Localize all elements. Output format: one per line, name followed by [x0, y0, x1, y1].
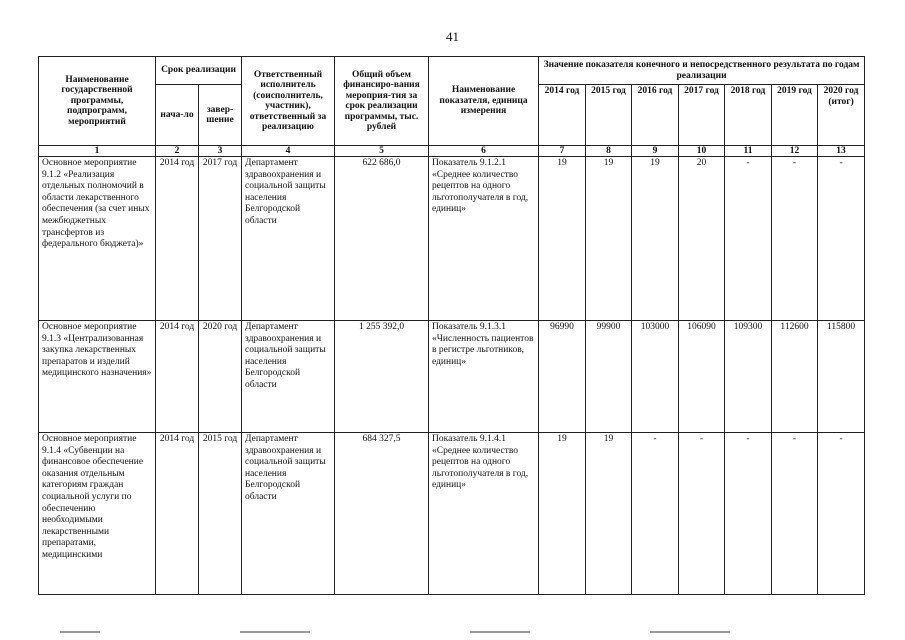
executor: Департамент здравоохранения и социальной защиты населения Белгородской области [242, 433, 335, 595]
column-number: 13 [818, 146, 865, 157]
executor: Департамент здравоохранения и социальной защиты населения Белгородской области [242, 157, 335, 321]
column-number: 2 [156, 146, 199, 157]
indicator-name: Показатель 9.1.2.1 «Среднее количество рецептов на одного льготополучателя в год, единиц» [429, 157, 539, 321]
indicator-name: Показатель 9.1.4.1 «Среднее количество рецептов на одного льготополучателя в год, единиц» [429, 433, 539, 595]
event-name: Основное мероприятие 9.1.2 «Реализация отдельных полномочий в области лекарственного обеспечения (за счет иных межбюджетных трансфертов из федерального бюджета)» [39, 157, 156, 321]
value-2017: 106090 [679, 321, 725, 433]
column-number: 6 [429, 146, 539, 157]
header-year-2016: 2016 год [632, 85, 679, 146]
header-year-2019: 2019 год [772, 85, 818, 146]
value-2019: - [772, 157, 818, 321]
column-number: 4 [242, 146, 335, 157]
event-name [39, 433, 156, 595]
scan-artifact-line [240, 631, 310, 633]
column-number: 12 [772, 146, 818, 157]
page-number: 41 [446, 29, 459, 44]
value-2014: 19 [539, 433, 586, 595]
term-start: 2014 год [156, 157, 199, 321]
header-year-2015: 2015 год [586, 85, 632, 146]
table-row [39, 321, 865, 433]
header-year-2018: 2018 год [725, 85, 772, 146]
table-row [39, 157, 865, 321]
column-number: 11 [725, 146, 772, 157]
value-2018: - [725, 433, 772, 595]
value-2014: 19 [539, 157, 586, 321]
funding-amount: 622 686,0 [335, 157, 429, 321]
header-indicator: Наименование показателя, единица измерения [429, 57, 539, 146]
header-term-end: завер-шение [199, 85, 242, 146]
header-funding: Общий объем финансиро-вания мероприя-тия за срок реализации программы, тыс. рублей [335, 57, 429, 146]
header-term: Срок реализации [156, 57, 242, 85]
column-number: 3 [199, 146, 242, 157]
header-executor: Ответственный исполнитель (соисполнитель, участник), ответственный за реализацию [242, 57, 335, 146]
value-2015: 19 [586, 157, 632, 321]
value-2020: 115800 [818, 321, 865, 433]
funding-amount: 684 327,5 [335, 433, 429, 595]
column-number: 9 [632, 146, 679, 157]
value-2016: 19 [632, 157, 679, 321]
value-2015: 19 [586, 433, 632, 595]
funding-amount: 1 255 392,0 [335, 321, 429, 433]
term-end: 2020 год [199, 321, 242, 433]
column-number: 7 [539, 146, 586, 157]
scan-artifact-line [60, 631, 100, 633]
column-number: 5 [335, 146, 429, 157]
value-2020: - [818, 433, 865, 595]
value-2019: - [772, 433, 818, 595]
program-indicators-table [38, 56, 865, 595]
term-start: 2014 год [156, 433, 199, 595]
value-2017: 20 [679, 157, 725, 321]
scan-artifact-line [470, 631, 530, 633]
scan-artifact-line [650, 631, 730, 633]
term-start: 2014 год [156, 321, 199, 433]
event-name: Основное мероприятие 9.1.3 «Централизованная закупка лекарственных препаратов и изделий медицинского назначения» [39, 321, 156, 433]
header-year-2020: 2020 год (итог) [818, 85, 865, 146]
value-2018: 109300 [725, 321, 772, 433]
header-year-2014: 2014 год [539, 85, 586, 146]
column-number: 10 [679, 146, 725, 157]
header-term-start: нача-ло [156, 85, 199, 146]
value-2014: 96990 [539, 321, 586, 433]
value-2018: - [725, 157, 772, 321]
value-2019: 112600 [772, 321, 818, 433]
indicator-name: Показатель 9.1.3.1 «Численность пациентов в регистре льготников, единиц» [429, 321, 539, 433]
value-2017: - [679, 433, 725, 595]
value-2020: - [818, 157, 865, 321]
executor: Департамент здравоохранения и социальной защиты населения Белгородской области [242, 321, 335, 433]
header-values-group: Значение показателя конечного и непосредственного результата по годам реализации [539, 57, 865, 85]
event-name-text: Основное мероприятие 9.1.4 «Субвенции на финансовое обеспечение оказания отдельным категориям граждан социальной услуги по обеспечению необходимыми лекарственными препаратами, медицинскими [42, 434, 144, 560]
column-number: 8 [586, 146, 632, 157]
value-2015: 99900 [586, 321, 632, 433]
header-year-2017: 2017 год [679, 85, 725, 146]
value-2016: 103000 [632, 321, 679, 433]
column-number-row [39, 146, 865, 157]
value-2016: - [632, 433, 679, 595]
column-number: 1 [39, 146, 156, 157]
table-row [39, 433, 865, 595]
header-name: Наименование государственной программы, подпрограмм, мероприятий [39, 57, 156, 146]
term-end: 2015 год [199, 433, 242, 595]
term-end: 2017 год [199, 157, 242, 321]
